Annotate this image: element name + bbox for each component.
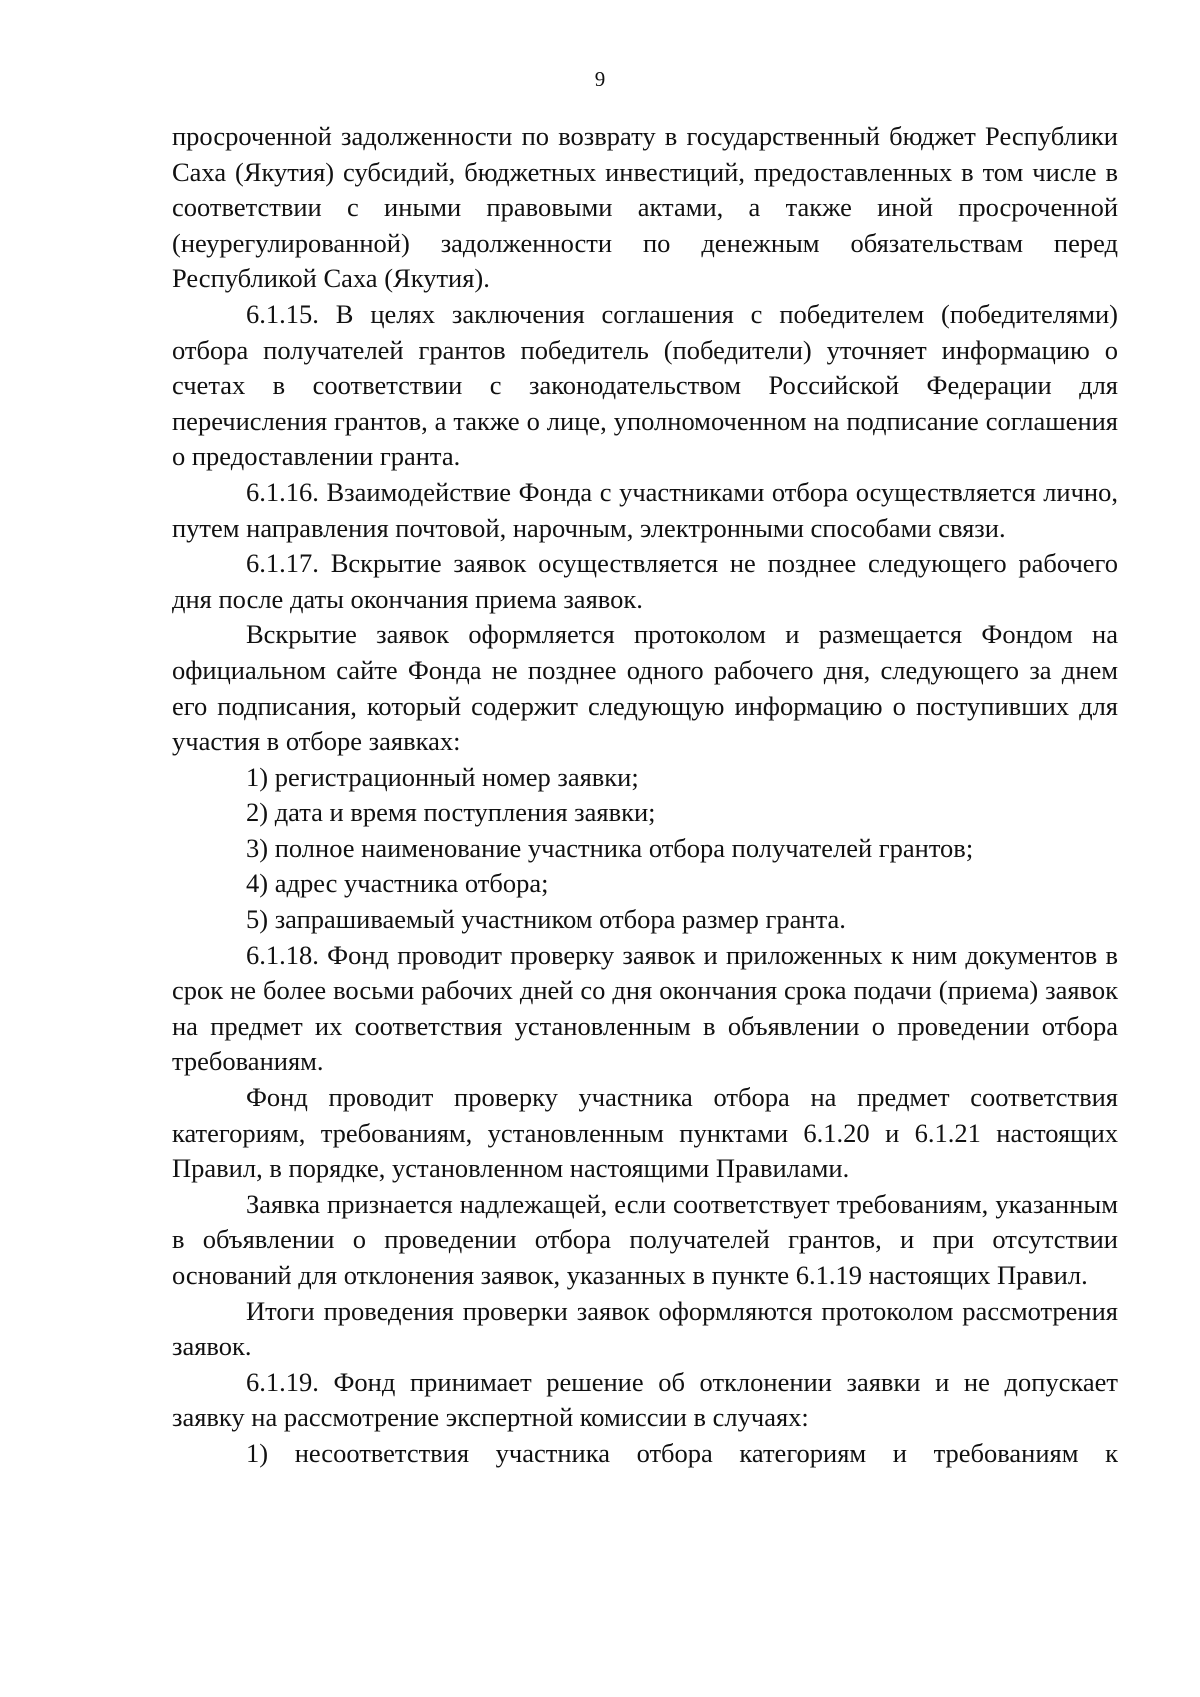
paragraph-participant-check: Фонд проводит проверку участника отбора на предмет соответствия категориям, требованиям, установленным пунктами 6.1.20 и 6.1.21 настоящих Правил, в порядке, установленном настоящими Правилами. [172, 1082, 1118, 1184]
paragraph-6-1-19: 6.1.19. Фонд принимает решение об отклонении заявки и не допускает заявку на рассмотрение экспертной комиссии в случаях: [172, 1366, 1118, 1433]
document-body [172, 119, 1118, 1472]
list-item-4: 4) адрес участника отбора; [246, 868, 549, 899]
paragraph-opening-protocol: Вскрытие заявок оформляется протоколом и размещается Фондом на официальном сайте Фонда не позднее одного рабочего дня, следующего за днем его подписания, который содержит следующую информацию о поступивших для участия в отборе заявках: [172, 619, 1118, 757]
list-item-1: 1) регистрационный номер заявки; [246, 761, 639, 792]
paragraph-check-results: Итоги проведения проверки заявок оформляются протоколом рассмотрения заявок. [172, 1295, 1118, 1362]
paragraph-debt-continuation: просроченной задолженности по возврату в государственный бюджет Республики Саха (Якутия) субсидий, бюджетных инвестиций, предоставленных в том числе в соответствии с иными правовыми актами, а также иной просроченной (неурегулированной) задолженности по денежным обязательствам перед Республикой Саха (Якутия). [172, 121, 1118, 294]
paragraph-6-1-16: 6.1.16. Взаимодействие Фонда с участниками отбора осуществляется лично, путем направления почтовой, нарочным, электронными способами связи. [172, 476, 1118, 543]
page-number: 9 [594, 67, 606, 91]
paragraph-6-1-17: 6.1.17. Вскрытие заявок осуществляется не позднее следующего рабочего дня после даты окончания приема заявок. [172, 548, 1118, 614]
list-item-3: 3) полное наименование участника отбора получателей грантов; [246, 832, 974, 863]
list-item-5: 5) запрашиваемый участником отбора размер гранта. [246, 904, 846, 935]
list-item-rejection-1: 1) несоответствия участника отбора категориям и требованиям к [246, 1437, 1118, 1468]
paragraph-6-1-18: 6.1.18. Фонд проводит проверку заявок и приложенных к ним документов в срок не более восьми рабочих дней со дня окончания срока подачи (приема) заявок на предмет их соответствия установленным в объявлении о проведении отбора требованиям. [172, 939, 1118, 1077]
list-item-2: 2) дата и время поступления заявки; [246, 797, 656, 828]
paragraph-application-proper: Заявка признается надлежащей, если соответствует требованиям, указанным в объявлении о проведении отбора получателей грантов, и при отсутствии оснований для отклонения заявок, указанных в пункте 6.1.19 настоящих Правил. [172, 1188, 1118, 1290]
paragraph-6-1-15: 6.1.15. В целях заключения соглашения с победителем (победителями) отбора получателей грантов победитель (победители) уточняет информацию о счетах в соответствии с законодательством Российской Федерации для перечисления грантов, а также о лице, уполномоченном на подписание соглашения о предоставлении гранта. [172, 298, 1118, 472]
